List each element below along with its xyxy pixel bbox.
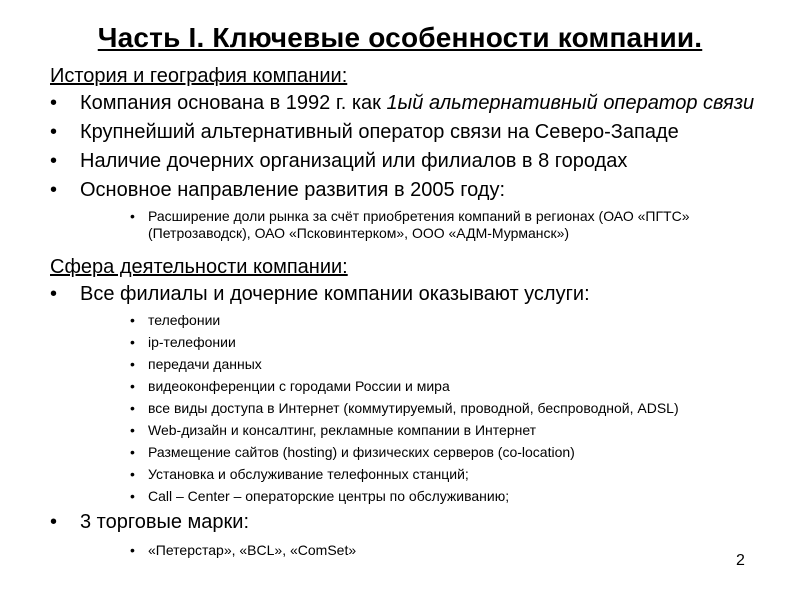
bullet-founded-text: Компания основана в 1992 г. как [80,92,387,114]
bullet-subsidiaries: • Наличие дочерних организаций или филиалов в 8 городах [50,150,770,173]
service-item: • Web-дизайн и консалтинг, рекламные компании в Интернет [50,422,770,439]
bullet-main-direction: • Основное направление развития в 2005 году: [50,179,770,202]
service-item: • телефонии [50,312,770,329]
slide-title: Часть I. Ключевые особенности компании. [97,22,703,53]
section-heading-history: История и география компании: [50,65,348,87]
bullet-largest-operator: • Крупнейший альтернативный оператор связи на Северо-Западе [50,121,770,144]
section-heading-activity: Сфера деятельности компании: [50,256,348,278]
bullet-brands: • 3 торговые марки: [50,511,770,534]
service-item: • Установка и обслуживание телефонных станций; [50,466,770,483]
service-item: • ip-телефонии [50,334,770,351]
bullet-founded [50,92,770,115]
service-item: • все виды доступа в Интернет (коммутируемый, проводной, беспроводной, ADSL) [50,400,770,417]
page-number: 2 [736,552,745,569]
service-item: • видеоконференции с городами России и мира [50,378,770,395]
sub-bullet-market-share: • Расширение доли рынка за счёт приобретения компаний в регионах (ОАО «ПГТС» (Петрозаводск), ОАО «Псковинтерком», ООО «АДМ-Мурманск») [50,208,770,242]
sub-bullet-brands: • «Петерстар», «BCL», «ComSet» [50,542,770,559]
service-item: • передачи данных [50,356,770,373]
service-item: • Call – Center – операторские центры по обслуживанию; [50,488,770,505]
bullet-services: • Все филиалы и дочерние компании оказывают услуги: [50,283,770,306]
slide-content [50,64,770,564]
bullet-founded-italic: 1ый альтернативный оператор связи [386,92,755,114]
service-item: • Размещение сайтов (hosting) и физических серверов (co-location) [50,444,770,461]
